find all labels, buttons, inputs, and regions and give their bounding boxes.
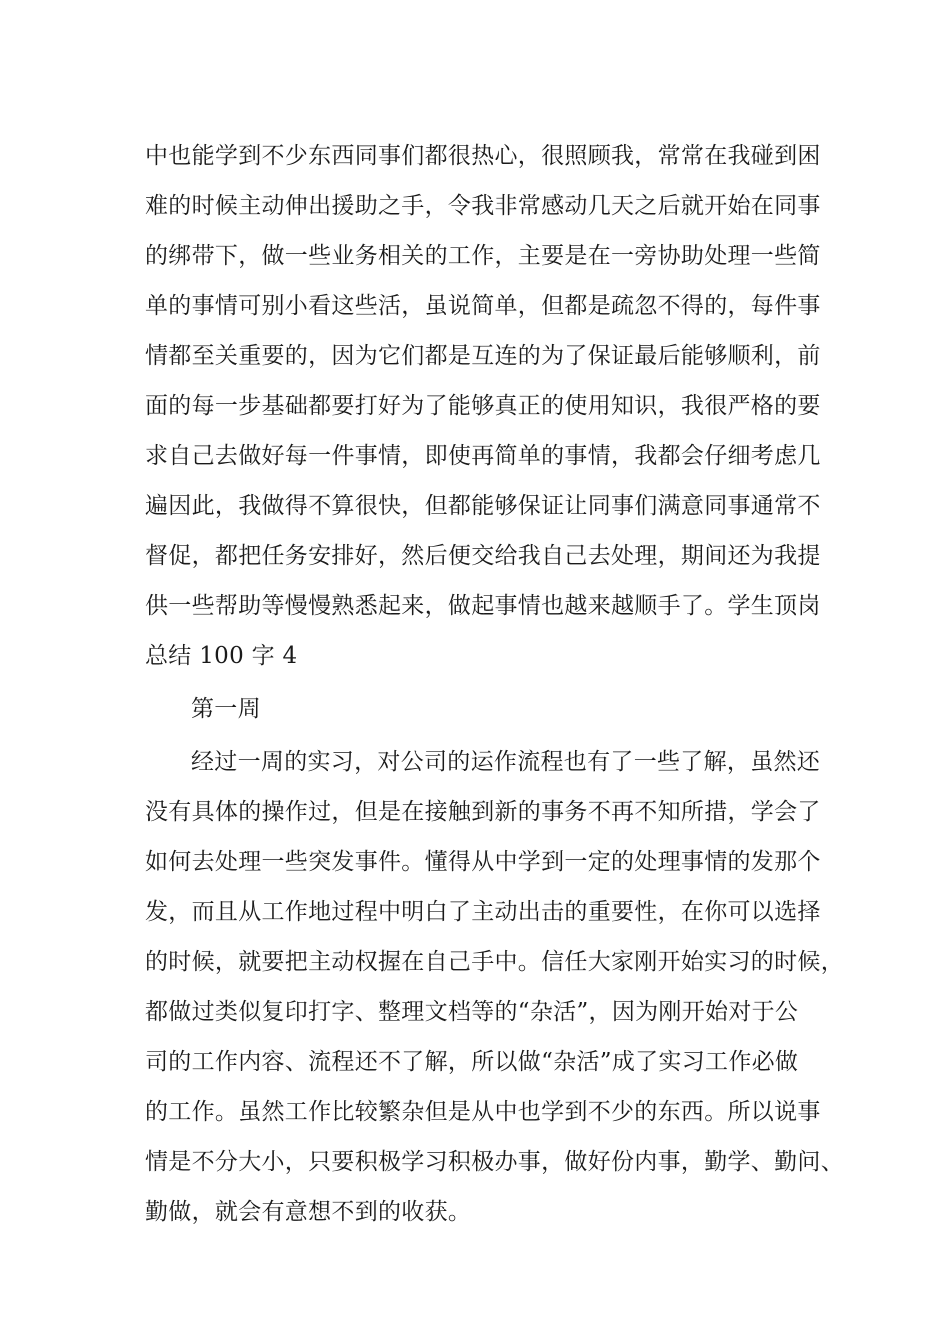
paragraph-line: 发，而且从工作地过程中明白了主动出击的重要性，在你可以选择: [145, 899, 821, 925]
text-line: 求自己去做好每一件事情，即使再简单的事情，我都会仔细考虑几: [145, 443, 821, 469]
text-line: 的绑带下，做一些业务相关的工作，主要是在一旁协助处理一些简: [145, 243, 821, 269]
text-line: 单的事情可别小看这些活，虽说简单，但都是疏忽不得的，每件事: [145, 293, 821, 319]
paragraph-line: 都做过类似复印打字、整理文档等的“杂活”，因为刚开始对于公: [145, 999, 799, 1025]
text-line: 难的时候主动伸出援助之手，令我非常感动几天之后就开始在同事: [145, 193, 821, 219]
paragraph-line: 勤做，就会有意想不到的收获。: [145, 1199, 472, 1225]
paragraph-line: 如何去处理一些突发事件。懂得从中学到一定的处理事情的发那个: [145, 849, 821, 875]
text-line: 情都至关重要的，因为它们都是互连的为了保证最后能够顺利，前: [145, 343, 821, 369]
text-line: 面的每一步基础都要打好为了能够真正的使用知识，我很严格的要: [145, 393, 821, 419]
paragraph-line: 的工作。虽然工作比较繁杂但是从中也学到不少的东西。所以说事: [145, 1099, 821, 1125]
paragraph-line: 的时候，就要把主动权握在自己手中。信任大家刚开始实习的时候，: [145, 949, 844, 975]
document-body: [145, 131, 844, 1237]
paragraph-line: 没有具体的操作过，但是在接触到新的事务不再不知所措，学会了: [145, 799, 821, 825]
text-line: 遍因此，我做得不算很快，但都能够保证让同事们满意同事通常不: [145, 493, 821, 519]
text-line: 中也能学到不少东西同事们都很热心，很照顾我，常常在我碰到困: [145, 143, 821, 169]
paragraph-line: 经过一周的实习，对公司的运作流程也有了一些了解，虽然还: [191, 749, 821, 775]
section-heading: 第一周: [191, 696, 261, 722]
text-line: 总结 100 字 4: [145, 643, 298, 669]
text-line: 供一些帮助等慢慢熟悉起来，做起事情也越来越顺手了。学生顶岗: [145, 593, 821, 619]
paragraph-line: 情是不分大小，只要积极学习积极办事，做好份内事，勤学、勤问、: [145, 1149, 844, 1175]
paragraph-line: 司的工作内容、流程还不了解，所以做“杂活”成了实习工作必做: [145, 1049, 799, 1075]
text-line: 督促，都把任务安排好，然后便交给我自己去处理，期间还为我提: [145, 543, 821, 569]
